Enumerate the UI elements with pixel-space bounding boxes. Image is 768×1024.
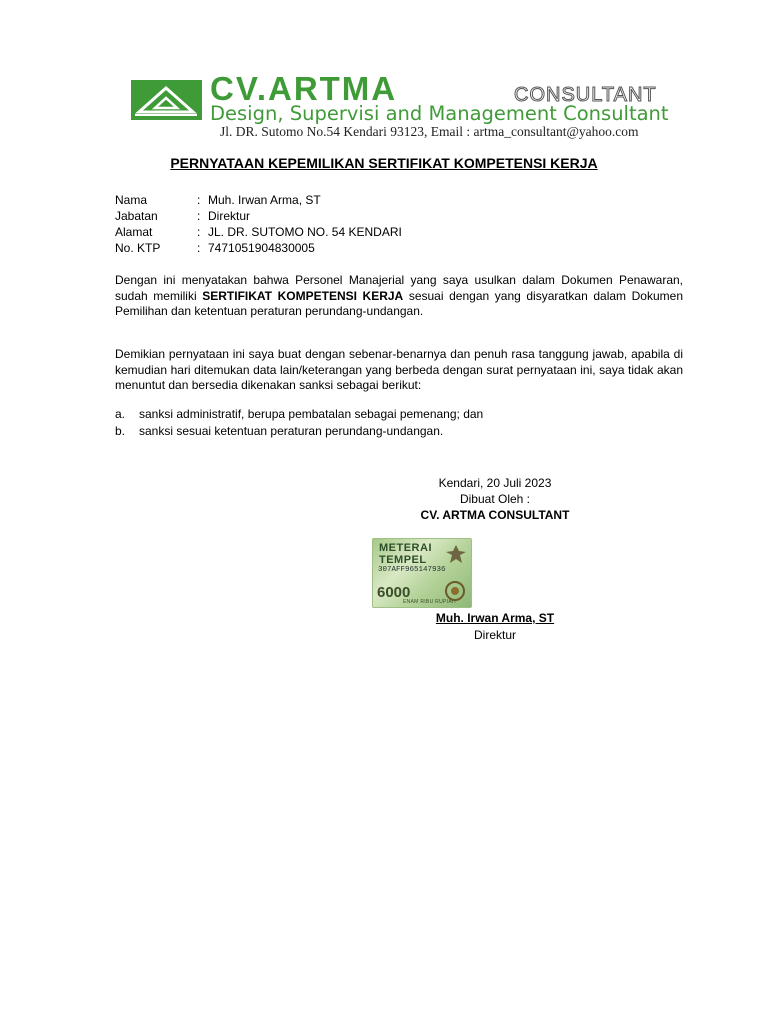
signer-position: Direktur xyxy=(473,628,516,642)
statement-text: Dengan ini menyatakan bahwa Personel Manajerial yang saya usulkan dalam Dokumen Penawaran, sudah memiliki xyxy=(115,273,683,303)
statement-paragraph xyxy=(115,273,683,320)
field-colon: : xyxy=(197,193,201,207)
triangle-logo-icon xyxy=(131,80,202,120)
field-label-nama: Nama xyxy=(115,193,148,207)
place-date: Kendari, 20 Juli 2023 xyxy=(438,476,552,490)
certificate-emphasis: SERTIFIKAT KOMPETENSI KERJA xyxy=(202,288,404,303)
statement-text-end: sesuai dengan yang disyaratkan dalam Dokumen Pemilihan dan ketentuan peraturan perundang-undangan. xyxy=(115,288,683,318)
stamp-serial: 307AFF965147936 xyxy=(378,566,446,574)
signing-company: CV. ARTMA CONSULTANT xyxy=(420,508,570,522)
field-colon: : xyxy=(197,241,201,255)
sanction-item-a: sanksi administratif, berupa pembatalan sebagai pemenang; dan xyxy=(139,407,484,421)
list-marker-a: a. xyxy=(115,407,126,421)
list-marker-b: b. xyxy=(115,424,126,438)
document-title: PERNYATAAN KEPEMILIKAN SERTIFIKAT KOMPETENSI KERJA xyxy=(170,155,598,171)
field-colon: : xyxy=(197,209,201,223)
made-by-label: Dibuat Oleh : xyxy=(459,492,531,506)
company-logo xyxy=(131,80,202,120)
declaration-paragraph: Demikian pernyataan ini saya buat dengan sebenar-benarnya dan penuh rasa tanggung jawab, apabila di kemudian hari ditemukan data lain/keterangan yang berbeda dengan surat pernyataan ini, saya tidak akan menuntut dan bersedia dikenakan sanksi sebagai berikut: xyxy=(115,347,683,392)
garuda-emblem-icon xyxy=(445,543,467,565)
field-label-ktp: No. KTP xyxy=(115,241,161,255)
revenue-stamp xyxy=(372,538,472,608)
company-suffix: CONSULTANT xyxy=(514,84,657,106)
company-address: Jl. DR. Sutomo No.54 Kendari 93123, Email : artma_consultant@yahoo.com xyxy=(220,124,639,139)
stamp-value: 6000 xyxy=(377,584,411,601)
field-value-ktp: 7471051904830005 xyxy=(208,241,315,255)
signer-name: Muh. Irwan Arma, ST xyxy=(435,611,555,625)
stamp-subtitle: ENAM RIBU RUPIAH xyxy=(403,599,456,605)
field-value-nama: Muh. Irwan Arma, ST xyxy=(208,193,321,207)
sanction-item-b: sanksi sesuai ketentuan peraturan perundang-undangan. xyxy=(139,424,444,438)
field-value-jabatan: Direktur xyxy=(208,209,251,223)
ornament-icon xyxy=(443,579,467,603)
field-label-jabatan: Jabatan xyxy=(115,209,158,223)
company-name: CV.ARTMA xyxy=(210,70,398,107)
field-colon: : xyxy=(197,225,201,239)
company-tagline: Design, Supervisi and Management Consultant xyxy=(210,102,669,125)
field-label-alamat: Alamat xyxy=(115,225,153,239)
stamp-title: METERAI TEMPEL xyxy=(379,542,432,566)
field-value-alamat: JL. DR. SUTOMO NO. 54 KENDARI xyxy=(208,225,402,239)
